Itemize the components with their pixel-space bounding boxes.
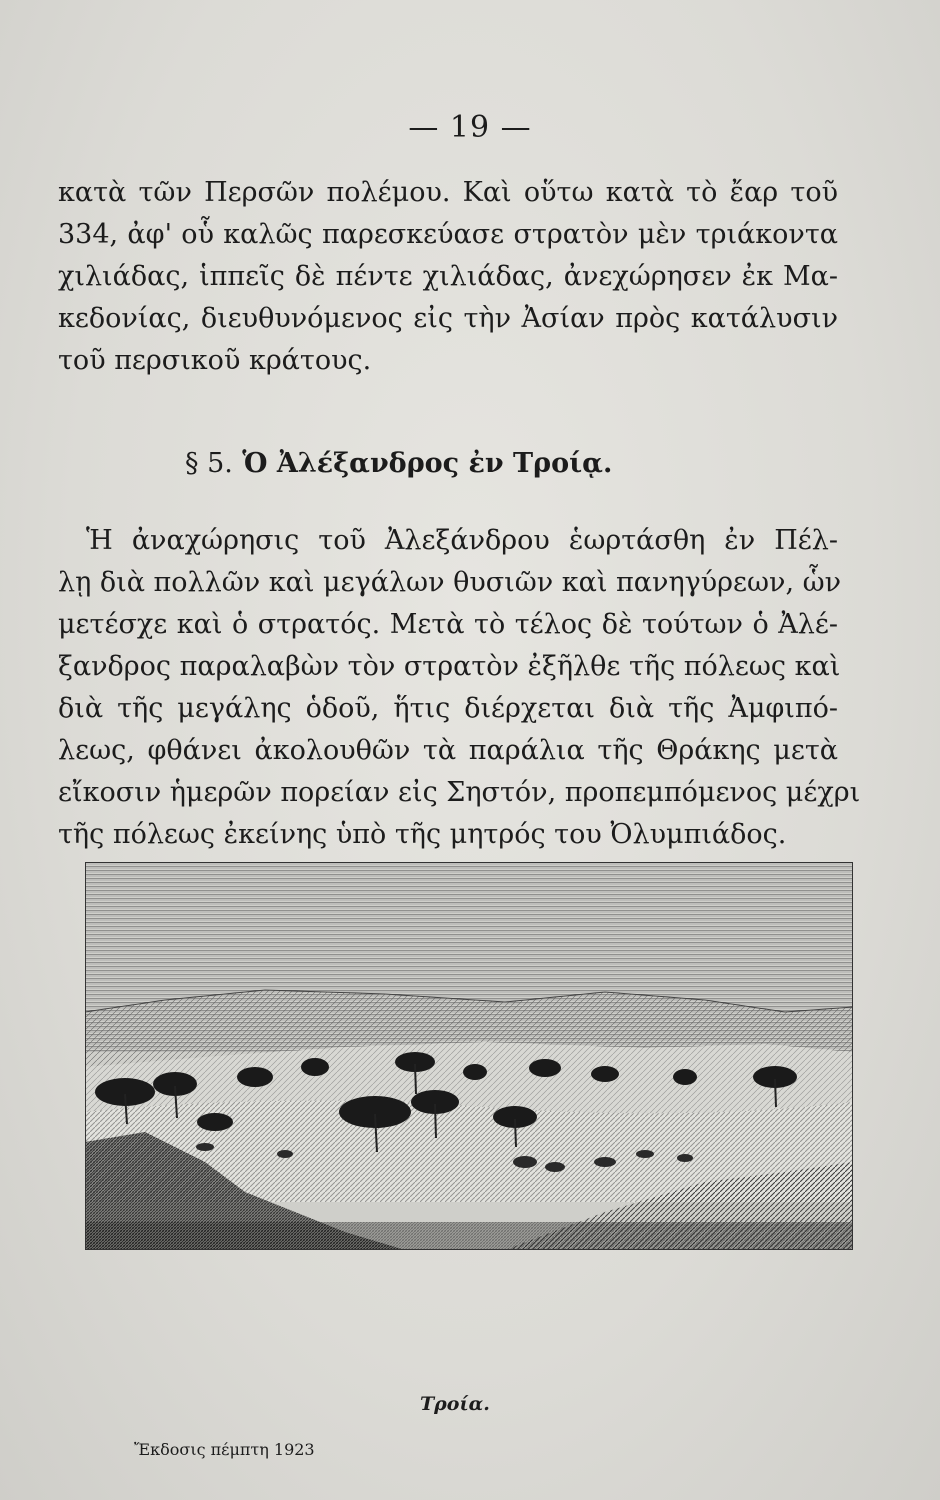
text-line: μετέσχε καὶ ὁ στρατός. Μετὰ τὸ τέλος δὲ τούτων ὁ Ἀλέ- [58,609,838,640]
text-line: ξανδρος παραλαβὼν τὸν στρατὸν ἐξῆλθε τῆς πόλεως καὶ [58,651,841,682]
paragraph-continuation [58,172,838,382]
text-line: λεως, φθάνει ἀκολουθῶν τὰ παράλια τῆς Θράκης μετὰ [58,735,838,766]
text-line: χιλιάδας, ἱππεῖς δὲ πέντε χιλιάδας, ἀνεχώρησεν ἐκ Μα- [58,261,838,292]
page-number: — 19 — [408,110,532,145]
section-heading [185,448,685,479]
text-line: διὰ τῆς μεγάλης ὁδοῦ, ἥτις διέρχεται διὰ τῆς Ἀμφιπό- [58,693,838,724]
text-line: 334, ἀφ' οὗ καλῶς παρεσκεύασε στρατὸν μὲν τριάκοντα [58,219,838,250]
text-line: Ἡ ἀναχώρησις τοῦ Ἀλεξάνδρου ἑωρτάσθη ἐν Πέλ- [86,525,838,556]
figure-caption: Τροία. [420,1393,490,1415]
text-line: κατὰ τῶν Περσῶν πολέμου. Καὶ οὕτω κατὰ τὸ ἔαρ τοῦ [58,177,838,208]
text-line: εἴκοσιν ἡμερῶν πορείαν εἰς Σηστόν, προπεμπόμενος μέχρι [58,777,861,808]
edition-note: Ἔκδοσις πέμπτη 1923 [134,1440,315,1459]
text-line: κεδονίας, διευθυνόμενος εἰς τὴν Ἀσίαν πρὸς κατάλυσιν [58,303,838,334]
text-line: τῆς πόλεως ἐκείνης ὑπὸ τῆς μητρός του Ὀλυμπιάδος. [58,819,787,850]
section-number: § 5. [185,448,233,479]
paragraph-main [58,520,861,856]
text-line: τοῦ περσικοῦ κράτους. [58,345,372,376]
text-line: λῃ διὰ πολλῶν καὶ μεγάλων θυσιῶν καὶ πανηγύρεων, ὧν [58,567,842,598]
troy-engraving [85,862,853,1250]
section-title: Ὁ Ἀλέξανδρος ἐν Τροίᾳ. [242,448,613,479]
